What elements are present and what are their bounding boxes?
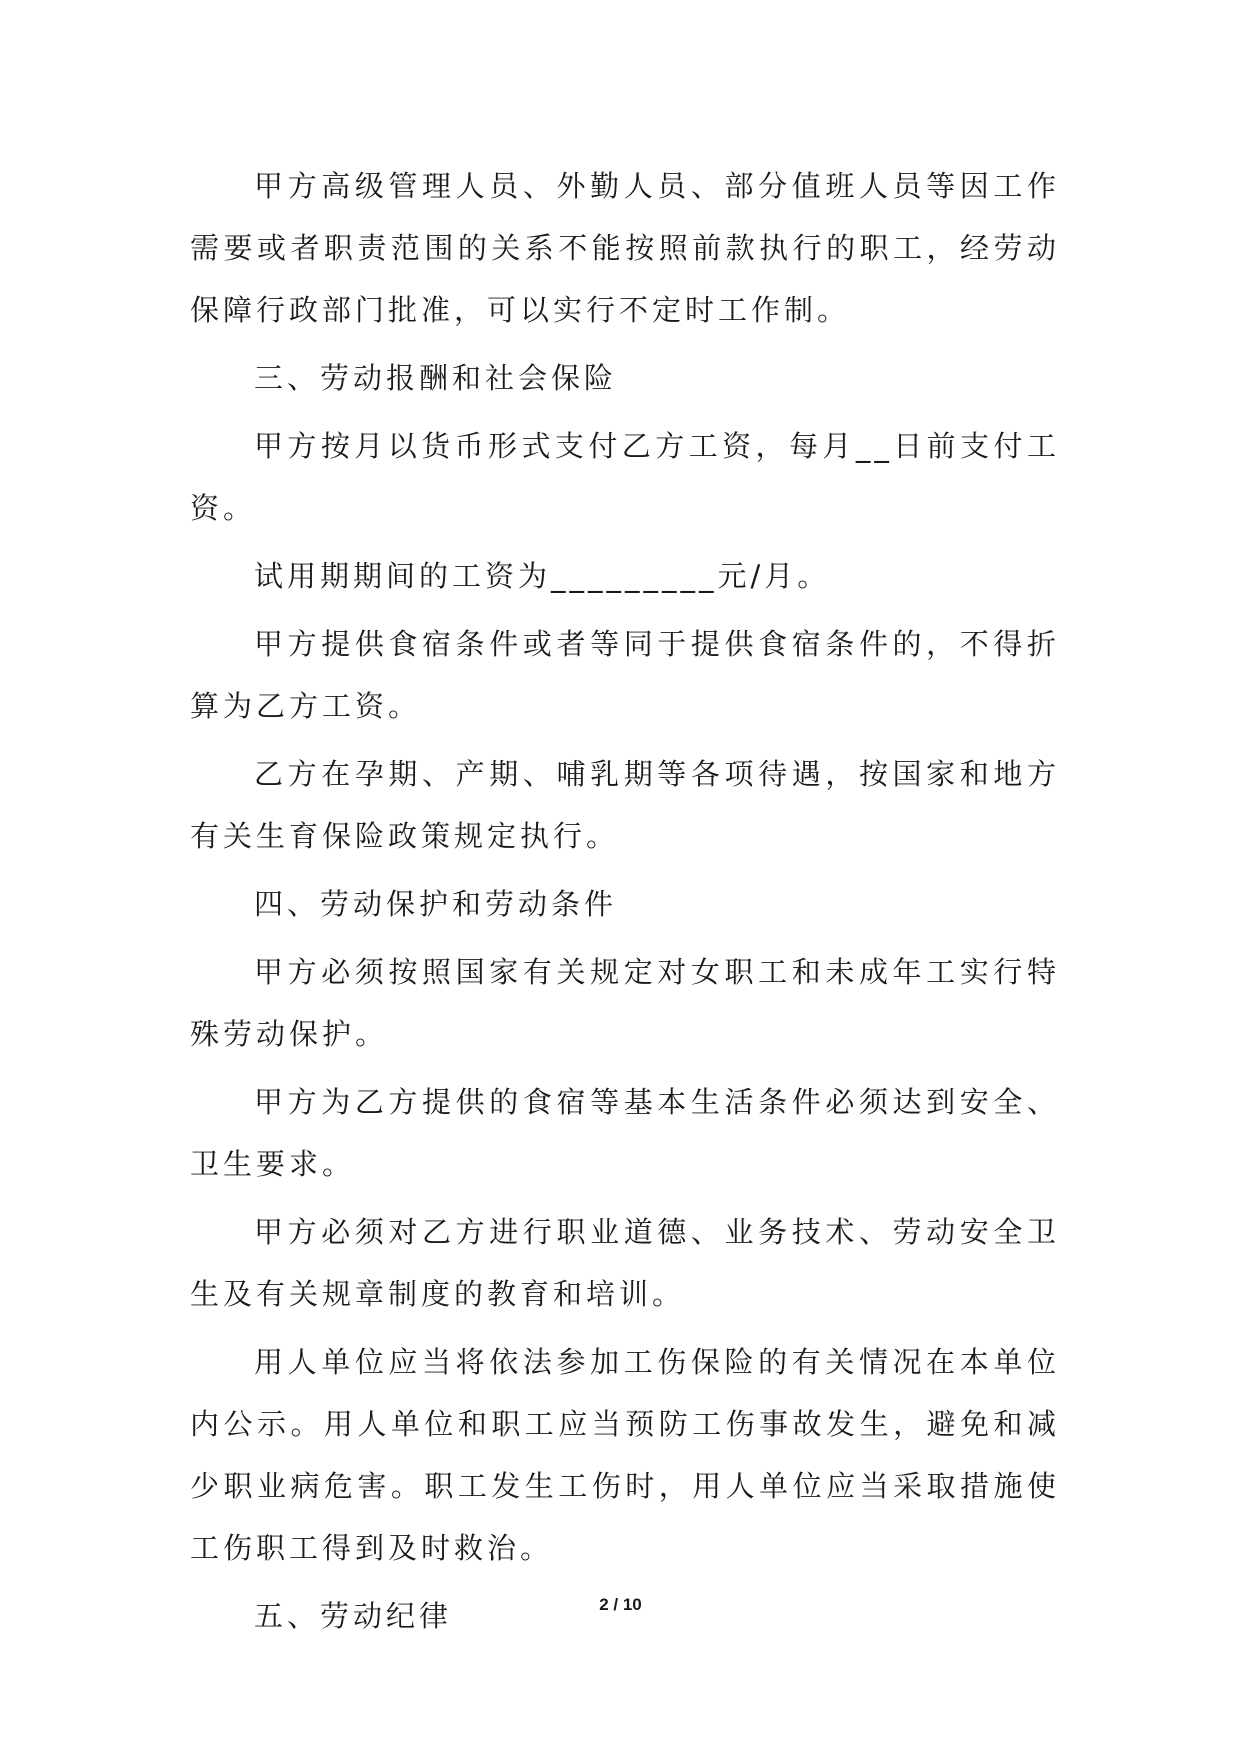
section-heading-remuneration: 三、劳动报酬和社会保险 — [254, 361, 618, 395]
paragraph-probation-wage: 试用期期间的工资为_________元/月。 — [254, 559, 831, 593]
section-heading-labor-protection: 四、劳动保护和劳动条件 — [254, 887, 618, 921]
document-body — [190, 155, 1060, 1653]
paragraph-irregular-hours: 甲方高级管理人员、外勤人员、部分值班人员等因工作需要或者职责范围的关系不能按照前款执行的职工，经劳动保障行政部门批准，可以实行不定时工作制。 — [190, 169, 1060, 327]
section-heading-discipline: 五、劳动纪律 — [254, 1599, 453, 1633]
paragraph-board-lodging: 甲方提供食宿条件或者等同于提供食宿条件的，不得折算为乙方工资。 — [190, 627, 1060, 723]
paragraph-maternity: 乙方在孕期、产期、哺乳期等各项待遇，按国家和地方有关生育保险政策规定执行。 — [190, 757, 1060, 853]
paragraph-training: 甲方必须对乙方进行职业道德、业务技术、劳动安全卫生及有关规章制度的教育和培训。 — [190, 1215, 1060, 1311]
page-number: 2 / 10 — [599, 1595, 642, 1614]
paragraph-special-protection: 甲方必须按照国家有关规定对女职工和未成年工实行特殊劳动保护。 — [190, 955, 1060, 1051]
paragraph-work-injury: 用人单位应当将依法参加工伤保险的有关情况在本单位内公示。用人单位和职工应当预防工伤事故发生，避免和减少职业病危害。职工发生工伤时，用人单位应当采取措施使工伤职工得到及时救治。 — [190, 1345, 1060, 1565]
paragraph-monthly-pay: 甲方按月以货币形式支付乙方工资，每月__日前支付工资。 — [190, 429, 1060, 525]
paragraph-living-conditions: 甲方为乙方提供的食宿等基本生活条件必须达到安全、卫生要求。 — [190, 1085, 1060, 1181]
